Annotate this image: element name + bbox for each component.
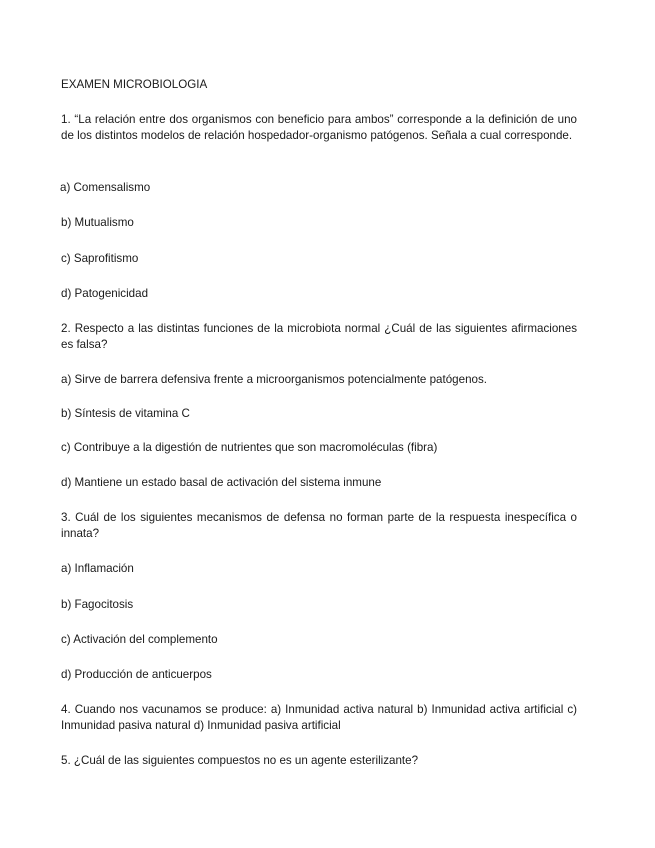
question-1-text: 1. “La relación entre dos organismos con beneficio para ambos” corresponde a la definición de uno de los distintos modelos de relación hospedador-organismo patógenos. Señala a cual corresponde. — [61, 113, 577, 142]
question-3-option-a: a) Inflamación — [61, 562, 134, 575]
question-2-option-a: a) Sirve de barrera defensiva frente a microorganismos potencialmente patógenos. — [61, 373, 487, 386]
question-2-option-b: b) Síntesis de vitamina C — [61, 407, 190, 420]
question-1-option-c: c) Saprofitismo — [61, 252, 139, 265]
question-4-text: 4. Cuando nos vacunamos se produce: a) Inmunidad activa natural b) Inmunidad activa artificial c) Inmunidad pasiva natural d) Inmunidad pasiva artificial — [61, 703, 577, 732]
question-3-option-c: c) Activación del complemento — [61, 633, 218, 646]
question-5-text: 5. ¿Cuál de las siguientes compuestos no es un agente esterilizante? — [61, 754, 419, 767]
question-1-option-a: a) Comensalismo — [60, 181, 151, 194]
question-1-option-d: d) Patogenicidad — [61, 287, 149, 300]
question-2-option-d: d) Mantiene un estado basal de activación del sistema inmune — [61, 476, 382, 489]
question-1-option-b: b) Mutualismo — [61, 216, 134, 229]
exam-title: EXAMEN MICROBIOLOGIA — [61, 78, 208, 91]
question-3-option-b: b) Fagocitosis — [61, 598, 134, 611]
question-3-text: 3. Cuál de los siguientes mecanismos de defensa no forman parte de la respuesta inespecífica o innata? — [61, 511, 577, 540]
question-2-text: 2. Respecto a las distintas funciones de la microbiota normal ¿Cuál de las siguientes afirmaciones es falsa? — [61, 322, 577, 351]
question-3-option-d: d) Producción de anticuerpos — [61, 668, 212, 681]
question-2-option-c: c) Contribuye a la digestión de nutrientes que son macromoléculas (fibra) — [61, 441, 438, 454]
